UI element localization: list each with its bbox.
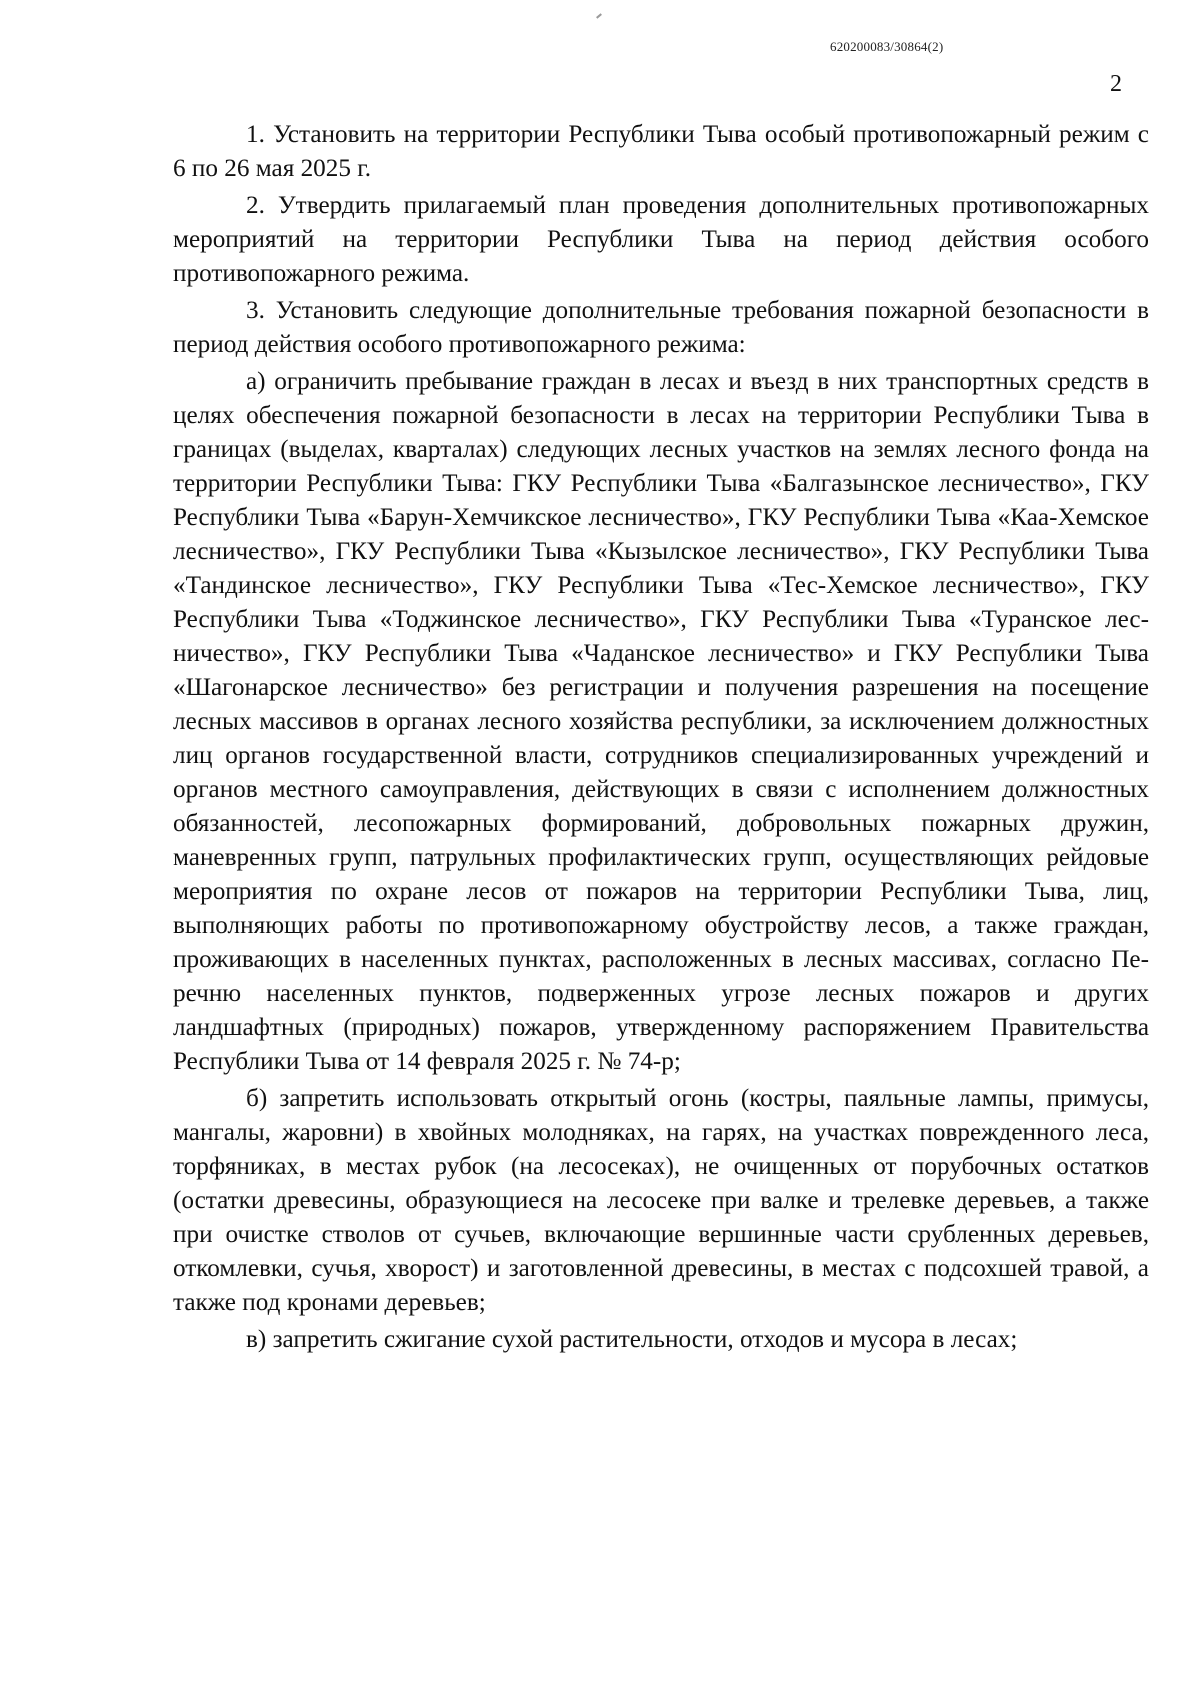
paragraph-3b-prohibit-open-fire: б) запретить использовать открытый огонь (костры, паяльные лампы, примусы, мангалы, жаровни) в хвойных молодняках, на гарях, на участках поврежденного леса, торфяниках, в местах рубок (на лесосеках), не очищенных от порубочных остатков (остатки древесины, образующиеся на лесосеке при валке и трелевке деревьев, а также при очистке стволов от сучьев, включающие вершинные части срубленных деревьев, откомлевки, сучья, хворост) и заготовленной древесины, в местах с подсохшей травой, а также под кронами деревьев; (173, 1085, 1149, 1316)
paragraph-3a-restrict-forest-access: а) ограничить пребывание граждан в лесах и въезд в них транспортных средств в целях обеспечения пожарной безопасности в лесах на территории Республики Тыва в границах (выделах, кварталах) следующих лесных участков на землях лесного фонда на территории Республики Тыва: ГКУ Республики Тыва «Балгазынское лесничество», ГКУ Республики Тыва «Барун-Хемчикское лесничество», ГКУ Республики Тыва «Каа-Хемское лесничество», ГКУ Республики Тыва «Кызылское лесничество», ГКУ Республики Тыва «Тандинское лесничество», ГКУ Республики Тыва «Тес-Хемское лесничество», ГКУ Республики Тыва «Тоджинское лесничество», ГКУ Республики Тыва «Туранское лесничество», ГКУ Республики Тыва «Чаданское лесничество» и ГКУ Республики Тыва «Шагонарское лесничество» без регистрации и получения разрешения на посещение лесных массивов в органах лесного хозяйства республики, за исключением должностных лиц органов государственной власти, сотрудников специализированных учреждений и органов местного самоуправления, действующих в связи с исполнением должностных обязанностей, лесопожарных формирований, добровольных пожарных дружин, маневренных групп, патрульных профилактических групп, осуществляющих рейдовые мероприятия по охране лесов от пожаров на территории Республики Тыва, лиц, выполняющих работы по противопожарному обустройству лесов, а также граждан, проживающих в населенных пунктах, расположенных в лесных массивах, согласно Перечню населенных пунктов, подверженных угрозе лесных пожаров и других ландшафтных (природных) пожаров, утвержденному распоряжением Правительства Республики Тыва от 14 февраля 2025 г. № 74-р; (173, 368, 1149, 1075)
scan-speck (596, 13, 602, 18)
paragraph-2-approve-plan: 2. Утвердить прилагаемый план проведения дополнительных противопожарных мероприятий на территории Республики Тыва на период действия особого противопожарного режима. (173, 192, 1149, 287)
paragraph-3c-prohibit-burning: в) запретить сжигание сухой растительности, отходов и мусора в лесах; (246, 1326, 1018, 1353)
paragraph-1-special-fire-regime: 1. Установить на территории Республики Тыва особый противопожарный режим с 6 по 26 мая 2025 г. (173, 121, 1149, 182)
page-number: 2 (1110, 71, 1122, 97)
document-body (173, 118, 1149, 1360)
document-registration-number: 620200083/30864(2) (830, 39, 944, 54)
paragraph-3-additional-requirements: 3. Установить следующие дополнительные требования пожарной безопасности в период действия особого противопожарного режима: (173, 297, 1149, 358)
